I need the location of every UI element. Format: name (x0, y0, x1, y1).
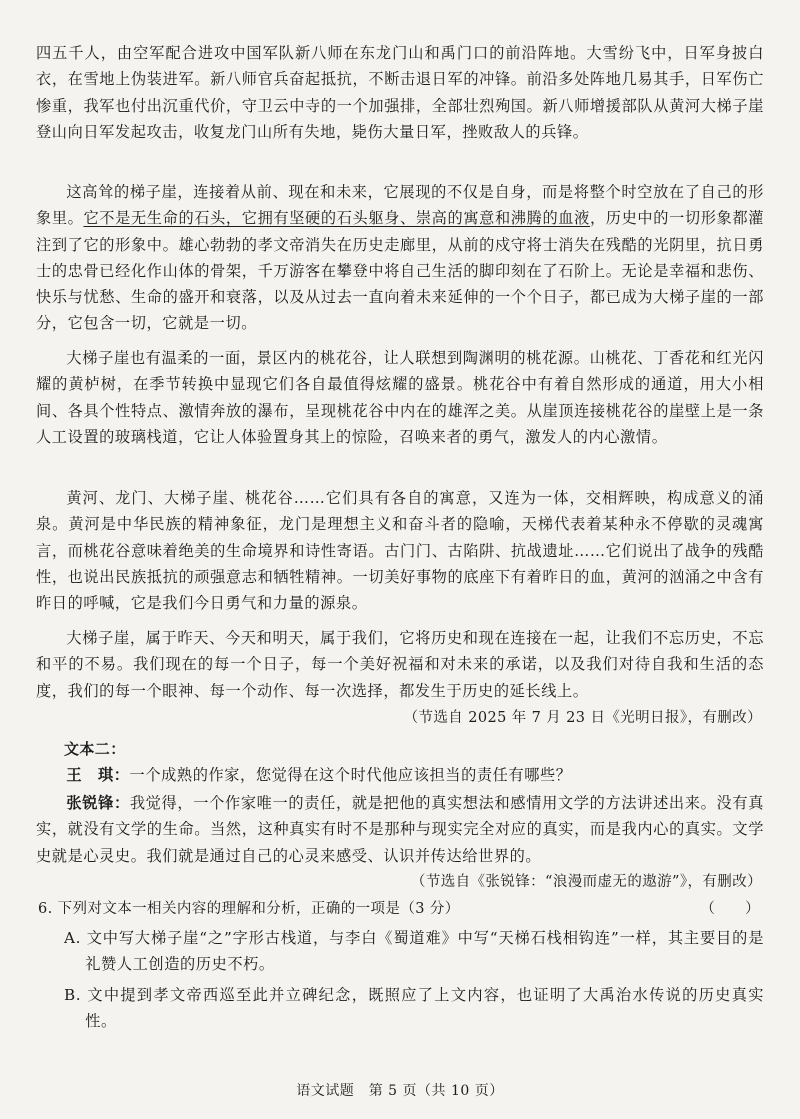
underlined-sentence: 它不是无生命的石头，它拥有坚硬的石头躯身、崇高的寓意和沸腾的血液 (83, 209, 590, 228)
option-a: A. 文中写大梯子崖“之”字形古栈道，与李白《蜀道难》中写“天梯石栈相钩连”一样，其主要目的是礼赞人工创造的历史不朽。 (64, 929, 764, 974)
answer-bracket: （ ） (700, 901, 760, 917)
text1-source: （节选自 2025 年 7 月 23 日《光明日报》，有删改） (403, 710, 762, 726)
speaker-wang-qi: 王 琪： (66, 766, 130, 784)
question-6-stem: 6. 下列对文本一相关内容的理解和分析，正确的一项是（3 分） (38, 901, 460, 917)
text1-paragraph-3: 大梯子崖也有温柔的一面，景区内的桃花谷，让人联想到陶渊明的桃花源。山桃花、丁香花和红光闪耀的黄栌树，在季节转换中显现它们各自最值得炫耀的盛景。桃花谷中有着自然形成的通道，用大小相间、各具个性特点、激情奔放的瀑布，呈现桃花谷中内在的雄浑之美。从崖顶连接桃花谷的崖壁上是一条人工设置的玻璃栈道，它让人体验置身其上的惊险，召唤来者的勇气，激发人的内心激情。 (36, 349, 764, 446)
text1-paragraph-2 (36, 179, 764, 337)
paragraph-2-part-a: 这高耸的梯子崖，连接着从前、现在和未来，它展现的不仅是自身，而是将整个时空放在了自己的形象里。 (36, 183, 764, 228)
text1-paragraph-5: 大梯子崖，属于昨天、今天和明天，属于我们，它将历史和现在连接在一起，让我们不忘历史，不忘和平的不易。我们现在的每一个日子，每一个美好祝福和对未来的承诺，以及我们对待自我和生活的态度，我们的每一个眼神、每一个动作、每一次选择，都发生于历史的延长线上。 (36, 629, 764, 700)
speaker-zhang-ruifeng: 张锐锋： (66, 794, 130, 812)
text1-paragraph-4: 黄河、龙门、大梯子崖、桃花谷……它们具有各自的寓意，又连为一体，交相辉映，构成意义的涌泉。黄河是中华民族的精神象征，龙门是理想主义和奋斗者的隐喻，天梯代表着某种永不停歇的灵魂寓言，而桃花谷意味着绝美的生命境界和诗性寄语。古门门、古陷阱、抗战遗址……它们说出了战争的残酷性，也说出民族抵抗的顽强意志和牺牲精神。一切美好事物的底座下有着昨日的血，黄河的汹涌之中含有昨日的呼喊，它是我们今日勇气和力量的源泉。 (36, 489, 764, 613)
paragraph-2-part-c: ，历史中的一切形象都灌注到了它的形象中。雄心勃勃的孝文帝消失在历史走廊里，从前的戍守将士消失在残酷的光阴里，抗日勇士的忠骨已经化作山体的骨架，千万游客在攀登中将自己生活的脚印刻在了石阶上。无论是幸福和悲伤、快乐与忧愁、生命的盛开和衰落，以及从过去一直向着未来延伸的一个个日子，都已成为大梯子崖的一部分，它包含一切，它就是一切。 (36, 209, 764, 333)
text2-heading: 文本二： (64, 740, 126, 758)
page-footer: 语文试题 第 5 页（共 10 页） (296, 1083, 504, 1099)
text1-paragraph-1: 四五千人，由空军配合进攻中国军队新八师在东龙门山和禹门口的前沿阵地。大雪纷飞中，日军身披白衣，在雪地上伪装进军。新八师官兵奋起抵抗，不断击退日军的冲锋。前沿多处阵地几易其手，日军伤亡惨重，我军也付出沉重代价，守卫云中寺的一个加强排，全部壮烈殉国。新八师增援部队从黄河大梯子崖登山向日军发起攻击，收复龙门山所有失地，毙伤大量日军，挫败敌人的兵锋。 (36, 44, 764, 141)
interview-question (36, 762, 764, 788)
option-b: B. 文中提到孝文帝西巡至此并立碑纪念，既照应了上文内容，也证明了大禹治水传说的历史真实性。 (64, 986, 764, 1031)
text2-source: （节选自《张锐锋：“浪漫而虚无的遨游”》，有删改） (410, 874, 762, 890)
answer-text: 我觉得，一个作家唯一的责任，就是把他的真实想法和感情用文学的方法讲述出来。没有真实，就没有文学的生命。当然，这种真实有时不是那种与现实完全对应的真实，而是我内心的真实。文学史就是心灵史。我们就是通过自己的心灵来感受、认识并传达给世界的。 (36, 794, 765, 865)
interview-answer (36, 790, 764, 869)
question-text: 一个成熟的作家，您觉得在这个时代他应该担当的责任有哪些？ (129, 766, 572, 784)
